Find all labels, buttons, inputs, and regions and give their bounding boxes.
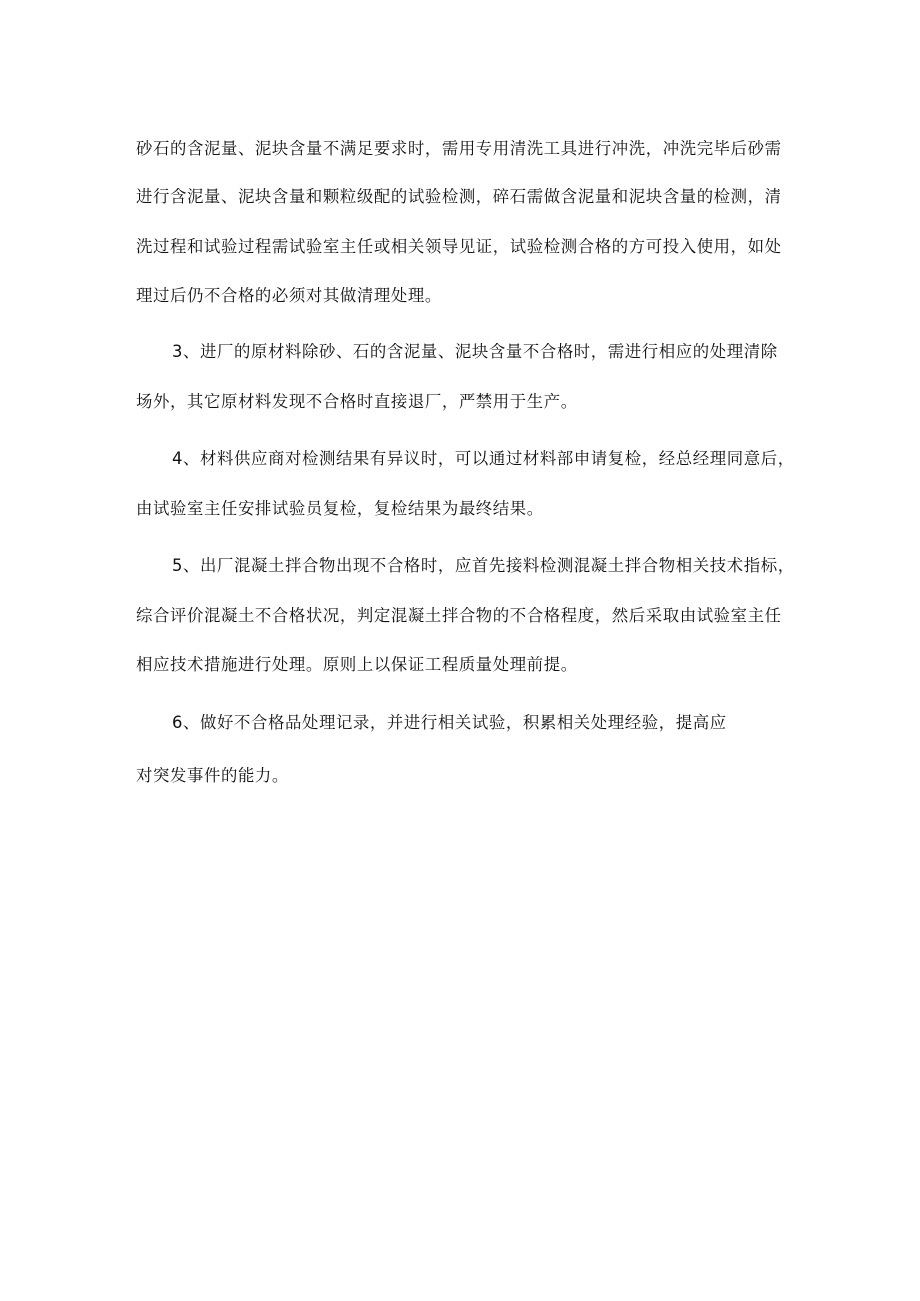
paragraph-1-line-2: 进行含泥量、泥块含量和颗粒级配的试验检测，碎石需做含泥量和泥块含量的检测，清 [136, 187, 782, 206]
paragraph-6-line-1: 6、做好不合格品处理记录，并进行相关试验，积累相关处理经验，提高应 [172, 713, 727, 732]
paragraph-3-line-2: 场外，其它原材料发现不合格时直接退厂，严禁用于生产。 [136, 392, 578, 411]
paragraph-1-line-4: 理过后仍不合格的必须对其做清理处理。 [136, 286, 442, 305]
paragraph-4-line-1: 4、材料供应商对检测结果有异议时，可以通过材料部申请复检，经总经理同意后， [172, 449, 795, 468]
paragraph-5-line-1: 5、出厂混凝土拌合物出现不合格时，应首先接料检测混凝土拌合物相关技术指标， [172, 556, 795, 575]
paragraph-4-line-2: 由试验室主任安排试验员复检，复检结果为最终结果。 [136, 499, 544, 518]
paragraph-5-line-3: 相应技术措施进行处理。原则上以保证工程质量处理前提。 [136, 655, 578, 674]
paragraph-1-line-1: 砂石的含泥量、泥块含量不满足要求时，需用专用清洗工具进行冲洗，冲洗完毕后砂需 [136, 139, 782, 158]
paragraph-3-line-1: 3、进厂的原材料除砂、石的含泥量、泥块含量不合格时，需进行相应的处理清除 [172, 342, 778, 361]
paragraph-5-line-2: 综合评价混凝土不合格状况，判定混凝土拌合物的不合格程度，然后采取由试验室主任 [136, 606, 782, 625]
paragraph-1-line-3: 洗过程和试验过程需试验室主任或相关领导见证，试验检测合格的方可投入使用，如处 [136, 237, 782, 256]
paragraph-6-line-2: 对突发事件的能力。 [136, 766, 289, 785]
